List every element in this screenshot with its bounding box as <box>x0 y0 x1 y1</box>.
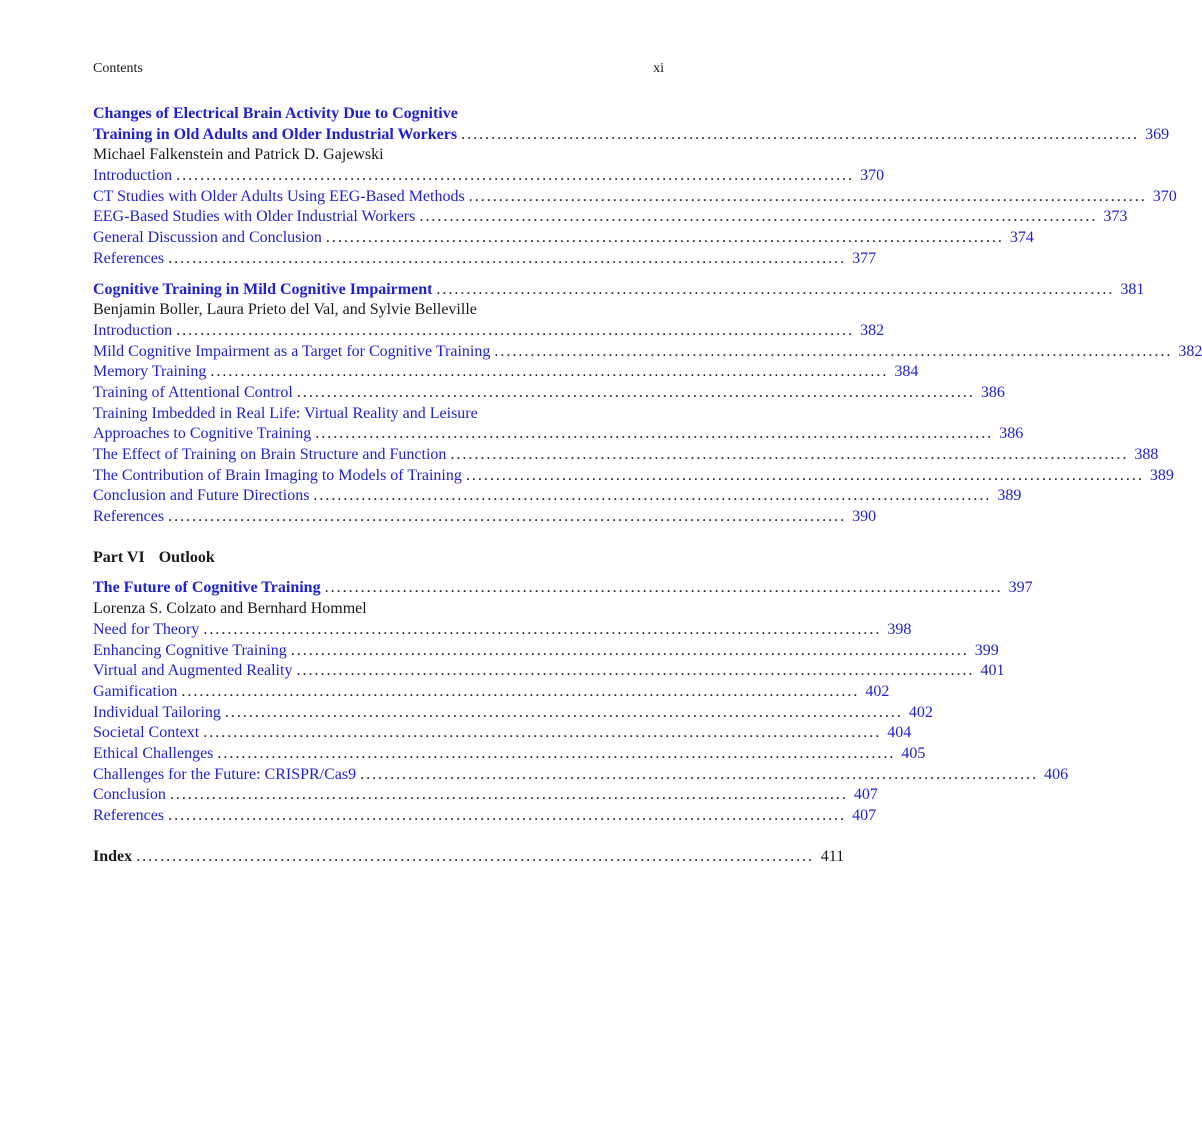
entry-page[interactable]: 381 <box>1120 280 1145 298</box>
entry-page[interactable]: 407 <box>853 786 878 804</box>
toc-entry[interactable] <box>93 207 1128 228</box>
dot-leader: ................................................................................................................. <box>461 125 1140 143</box>
dot-leader: ................................................................................................................. <box>450 446 1129 463</box>
toc-entry[interactable] <box>93 723 912 744</box>
dot-leader: ................................................................................................................. <box>325 229 1004 247</box>
entry-page[interactable]: 402 <box>865 682 890 700</box>
chapter-title[interactable]: Cognitive Training in Mild Cognitive Impairment <box>93 280 433 298</box>
toc-entry[interactable] <box>93 424 1024 445</box>
toc-entry[interactable] <box>93 578 1033 599</box>
section-title[interactable]: Training of Attentional Control <box>93 383 293 401</box>
entry-page[interactable]: 384 <box>894 363 919 381</box>
toc-entry[interactable] <box>93 249 877 270</box>
authors-text: Michael Falkenstein and Patrick D. Gajewski <box>93 146 384 164</box>
entry-page[interactable]: 401 <box>980 662 1005 680</box>
toc-entry[interactable] <box>93 486 1022 507</box>
section-title[interactable]: Need for Theory <box>93 620 200 638</box>
toc-entry[interactable] <box>93 661 1005 682</box>
entry-page[interactable]: 402 <box>908 703 933 721</box>
part-number: Part VI <box>93 548 145 566</box>
section-title[interactable]: CT Studies with Older Adults Using EEG-Based Methods <box>93 187 465 205</box>
toc-entry[interactable] <box>93 166 885 187</box>
entry-page[interactable]: 382 <box>860 321 885 339</box>
page-number: xi <box>653 61 664 76</box>
authors-text: Lorenza S. Colzato and Bernhard Hommel <box>93 600 367 618</box>
section-title[interactable]: References <box>93 249 165 267</box>
section-title[interactable]: References <box>93 508 165 526</box>
running-header <box>93 60 664 78</box>
chapter-title-line[interactable] <box>93 104 664 125</box>
toc-entry[interactable] <box>93 362 919 383</box>
dot-leader: ................................................................................................................. <box>203 620 882 638</box>
toc-entry[interactable] <box>93 744 926 765</box>
section-title[interactable]: Gamification <box>93 682 178 700</box>
dot-leader: ................................................................................................................. <box>324 579 1003 597</box>
dot-leader: ................................................................................................................. <box>203 724 882 742</box>
section-title[interactable]: Memory Training <box>93 363 207 381</box>
entry-page[interactable]: 382 <box>1178 342 1202 360</box>
toc-entry[interactable] <box>93 383 1005 404</box>
section-title[interactable]: Introduction <box>93 167 173 185</box>
section-title[interactable]: Training Imbedded in Real Life: Virtual Reality and Leisure <box>93 404 478 422</box>
toc-entry[interactable] <box>93 641 999 662</box>
dot-leader: ................................................................................................................. <box>419 208 1098 226</box>
toc-entry[interactable] <box>93 785 878 806</box>
part-title: Outlook <box>158 548 215 566</box>
chapter-authors <box>93 145 664 166</box>
dot-leader: ................................................................................................................. <box>494 342 1173 360</box>
entry-page[interactable]: 398 <box>887 620 912 638</box>
running-header-title: Contents <box>93 61 143 76</box>
entry-page[interactable]: 388 <box>1134 446 1159 463</box>
dot-leader: ................................................................................................................. <box>176 321 855 339</box>
section-title[interactable]: Ethical Challenges <box>93 744 214 762</box>
section-title[interactable]: References <box>93 807 165 824</box>
section-title[interactable]: Individual Tailoring <box>93 703 221 721</box>
section-title[interactable]: Introduction <box>93 321 173 339</box>
dot-leader: ................................................................................................................. <box>290 641 969 659</box>
section-title[interactable]: Challenges for the Future: CRISPR/Cas9 <box>93 765 357 783</box>
toc-entry[interactable] <box>93 507 877 528</box>
dot-leader: ................................................................................................................. <box>169 786 848 804</box>
toc-entry[interactable] <box>93 321 885 342</box>
section-title[interactable]: Enhancing Cognitive Training <box>93 641 287 659</box>
chapter-title[interactable]: The Future of Cognitive Training <box>93 579 321 597</box>
entry-page[interactable]: 373 <box>1103 208 1128 226</box>
entry-page[interactable]: 399 <box>974 641 999 659</box>
entry-page[interactable]: 386 <box>980 383 1005 401</box>
toc-entry[interactable] <box>93 280 1145 301</box>
dot-leader: ................................................................................................................. <box>136 847 815 865</box>
section-title-line[interactable] <box>93 404 664 425</box>
entry-page[interactable]: 411 <box>820 847 845 865</box>
entry-page[interactable]: 389 <box>1149 466 1174 484</box>
dot-leader: ................................................................................................................. <box>360 765 1039 783</box>
toc-entry[interactable] <box>93 228 1034 249</box>
toc-entry[interactable] <box>93 125 1170 146</box>
toc-content <box>93 104 1202 867</box>
entry-page[interactable]: 397 <box>1008 579 1033 597</box>
spacer <box>93 568 664 578</box>
toc-entry[interactable] <box>93 765 1069 786</box>
entry-page[interactable]: 370 <box>860 167 885 185</box>
section-list <box>93 321 1202 528</box>
authors-text: Benjamin Boller, Laura Prieto del Val, and Sylvie Belleville <box>93 301 477 319</box>
dot-leader: ................................................................................................................. <box>168 807 847 824</box>
section-title[interactable]: General Discussion and Conclusion <box>93 229 322 247</box>
entry-page[interactable]: 377 <box>852 249 877 267</box>
dot-leader: ................................................................................................................. <box>296 383 975 401</box>
dot-leader: ................................................................................................................. <box>468 187 1147 205</box>
entry-page[interactable]: 370 <box>1152 187 1177 205</box>
dot-leader: ................................................................................................................. <box>168 508 847 526</box>
dot-leader: ................................................................................................................. <box>210 363 889 381</box>
chapter-authors <box>93 599 664 620</box>
entry-page[interactable]: 406 <box>1044 765 1069 783</box>
toc-entry-index[interactable] <box>93 847 845 868</box>
section-list <box>93 620 1069 827</box>
section-title[interactable]: EEG-Based Studies with Older Industrial Workers <box>93 208 416 226</box>
index-title[interactable]: Index <box>93 847 133 865</box>
section-title[interactable]: Mild Cognitive Impairment as a Target for Cognitive Training <box>93 342 491 360</box>
section-list <box>93 166 1177 269</box>
dot-leader: ................................................................................................................. <box>436 280 1115 298</box>
toc-entry[interactable] <box>93 445 1159 466</box>
dot-leader: ................................................................................................................. <box>181 682 860 700</box>
chapter-authors <box>93 300 664 321</box>
entry-page[interactable]: 390 <box>852 508 877 526</box>
chapter-title[interactable]: Training in Old Adults and Older Industrial Workers <box>93 125 458 143</box>
entry-page[interactable]: 389 <box>997 487 1022 505</box>
dot-leader: ................................................................................................................. <box>168 249 847 267</box>
toc-entry[interactable] <box>93 466 1174 487</box>
toc-entry[interactable] <box>93 342 1202 363</box>
toc-entry[interactable] <box>93 806 877 827</box>
section-title[interactable]: Conclusion and Future Directions <box>93 487 310 505</box>
dot-leader: ................................................................................................................. <box>176 167 855 185</box>
entry-page[interactable]: 369 <box>1145 125 1170 143</box>
toc-entry[interactable] <box>93 620 912 641</box>
dot-leader: ................................................................................................................. <box>315 425 994 443</box>
section-title[interactable]: The Contribution of Brain Imaging to Models of Training <box>93 466 462 484</box>
section-title[interactable]: Virtual and Augmented Reality <box>93 662 293 680</box>
section-title[interactable]: Societal Context <box>93 724 200 742</box>
dot-leader: ................................................................................................................. <box>217 744 896 762</box>
spacer <box>93 270 664 280</box>
toc-entry[interactable] <box>93 187 1177 208</box>
dot-leader: ................................................................................................................. <box>224 703 903 721</box>
toc-entry[interactable] <box>93 682 890 703</box>
part-heading <box>93 548 664 569</box>
entry-page[interactable]: 407 <box>852 807 877 824</box>
entry-page[interactable]: 405 <box>901 744 926 762</box>
dot-leader: ................................................................................................................. <box>296 662 975 680</box>
spacer <box>93 528 664 548</box>
entry-page[interactable]: 374 <box>1009 229 1034 247</box>
dot-leader: ................................................................................................................. <box>313 487 992 505</box>
dot-leader: ................................................................................................................. <box>465 466 1144 484</box>
entry-page[interactable]: 386 <box>999 425 1024 443</box>
chapter-title[interactable]: Changes of Electrical Brain Activity Due to Cognitive <box>93 105 458 122</box>
toc-entry[interactable] <box>93 703 933 724</box>
section-title[interactable]: The Effect of Training on Brain Structure and Function <box>93 446 447 463</box>
section-title[interactable]: Conclusion <box>93 786 166 804</box>
spacer <box>93 827 664 847</box>
entry-page[interactable]: 404 <box>887 724 912 742</box>
section-title[interactable]: Approaches to Cognitive Training <box>93 425 312 443</box>
